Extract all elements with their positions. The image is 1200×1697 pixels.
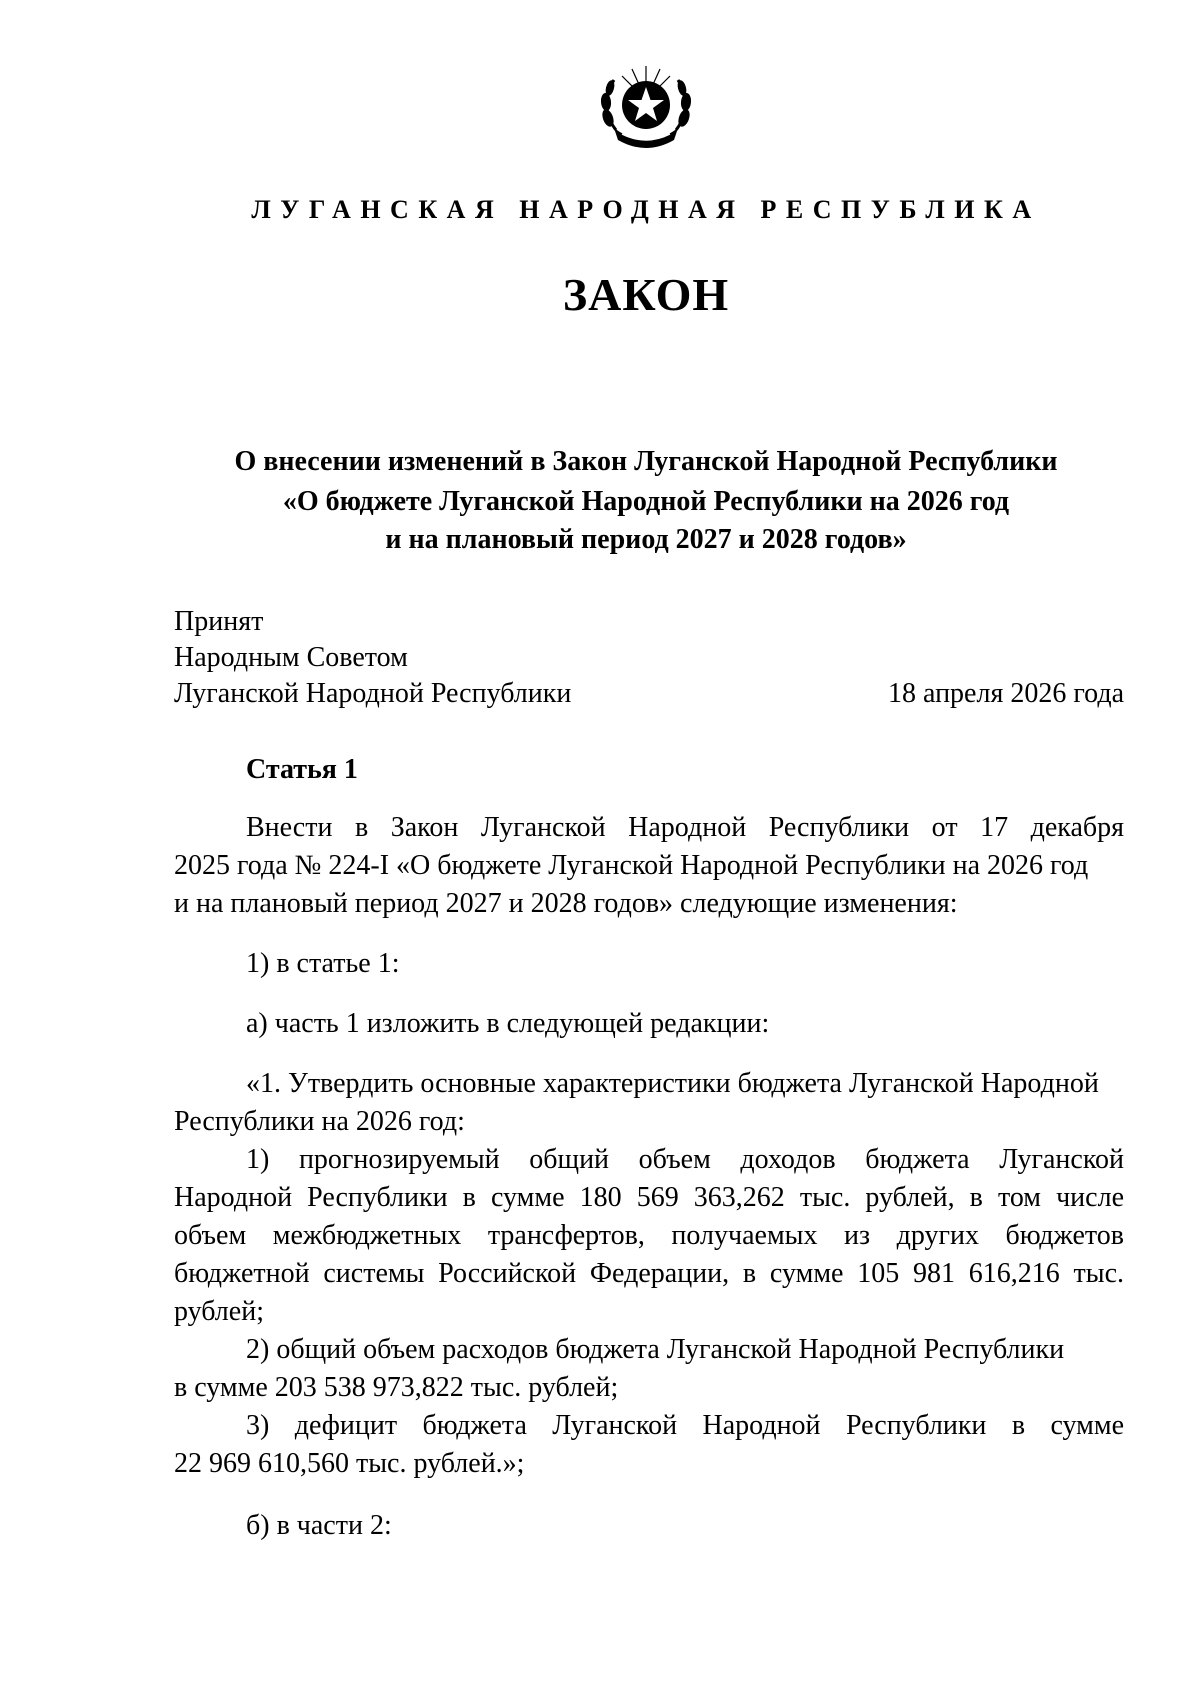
adoption-date: 18 апреля 2026 года: [888, 678, 1124, 709]
intro-line-1: Внести в Закон Луганской Народной Республики от 17 декабря: [246, 812, 1124, 843]
point-1-line-4: бюджетной системы Российской Федерации, в сумме 105 981 616,216 тыс.: [174, 1258, 1124, 1289]
point-1-line-5: рублей;: [174, 1296, 264, 1327]
article-heading: Статья 1: [246, 754, 358, 785]
point-1-line-3: объем межбюджетных трансфертов, получаемых из других бюджетов: [174, 1220, 1124, 1251]
adoption-line-3: Луганской Народной Республики: [174, 678, 572, 709]
law-title-line-1: О внесении изменений в Закон Луганской Народной Республики: [234, 446, 1058, 477]
law-title-line-2: «О бюджете Луганской Народной Республики на 2026 год: [282, 486, 1010, 517]
subitem-a: а) часть 1 изложить в следующей редакции:: [246, 1008, 770, 1039]
point-1-line-1: 1) прогнозируемый общий объем доходов бюджета Луганской: [246, 1144, 1124, 1175]
intro-line-2: 2025 года № 224-I «О бюджете Луганской Народной Республики на 2026 год: [174, 850, 1089, 881]
subitem-b: б) в части 2:: [246, 1510, 392, 1541]
point-2-line-1: 2) общий объем расходов бюджета Луганской Народной Республики: [246, 1334, 1065, 1365]
quote-line-1: «1. Утвердить основные характеристики бюджета Луганской Народной: [246, 1068, 1099, 1099]
quote-line-2: Республики на 2026 год:: [174, 1106, 465, 1137]
point-3-line-1: 3) дефицит бюджета Луганской Народной Республики в сумме: [246, 1410, 1124, 1441]
point-1-line-2: Народной Республики в сумме 180 569 363,262 тыс. рублей, в том числе: [174, 1182, 1124, 1213]
point-2-line-2: в сумме 203 538 973,822 тыс. рублей;: [174, 1372, 619, 1403]
adoption-line-2: Народным Советом: [174, 642, 408, 673]
item-1: 1) в статье 1:: [246, 948, 400, 979]
adoption-line-1: Принят: [174, 606, 264, 637]
republic-name: ЛУГАНСКАЯ НАРОДНАЯ РЕСПУБЛИКА: [251, 195, 1041, 224]
intro-line-3: и на плановый период 2027 и 2028 годов» следующие изменения:: [174, 888, 958, 919]
law-title-line-3: и на плановый период 2027 и 2028 годов»: [385, 524, 907, 555]
document-type: ЗАКОН: [562, 269, 730, 320]
coat-of-arms-emblem: [596, 60, 696, 150]
point-3-line-2: 22 969 610,560 тыс. рублей.»;: [174, 1448, 525, 1479]
